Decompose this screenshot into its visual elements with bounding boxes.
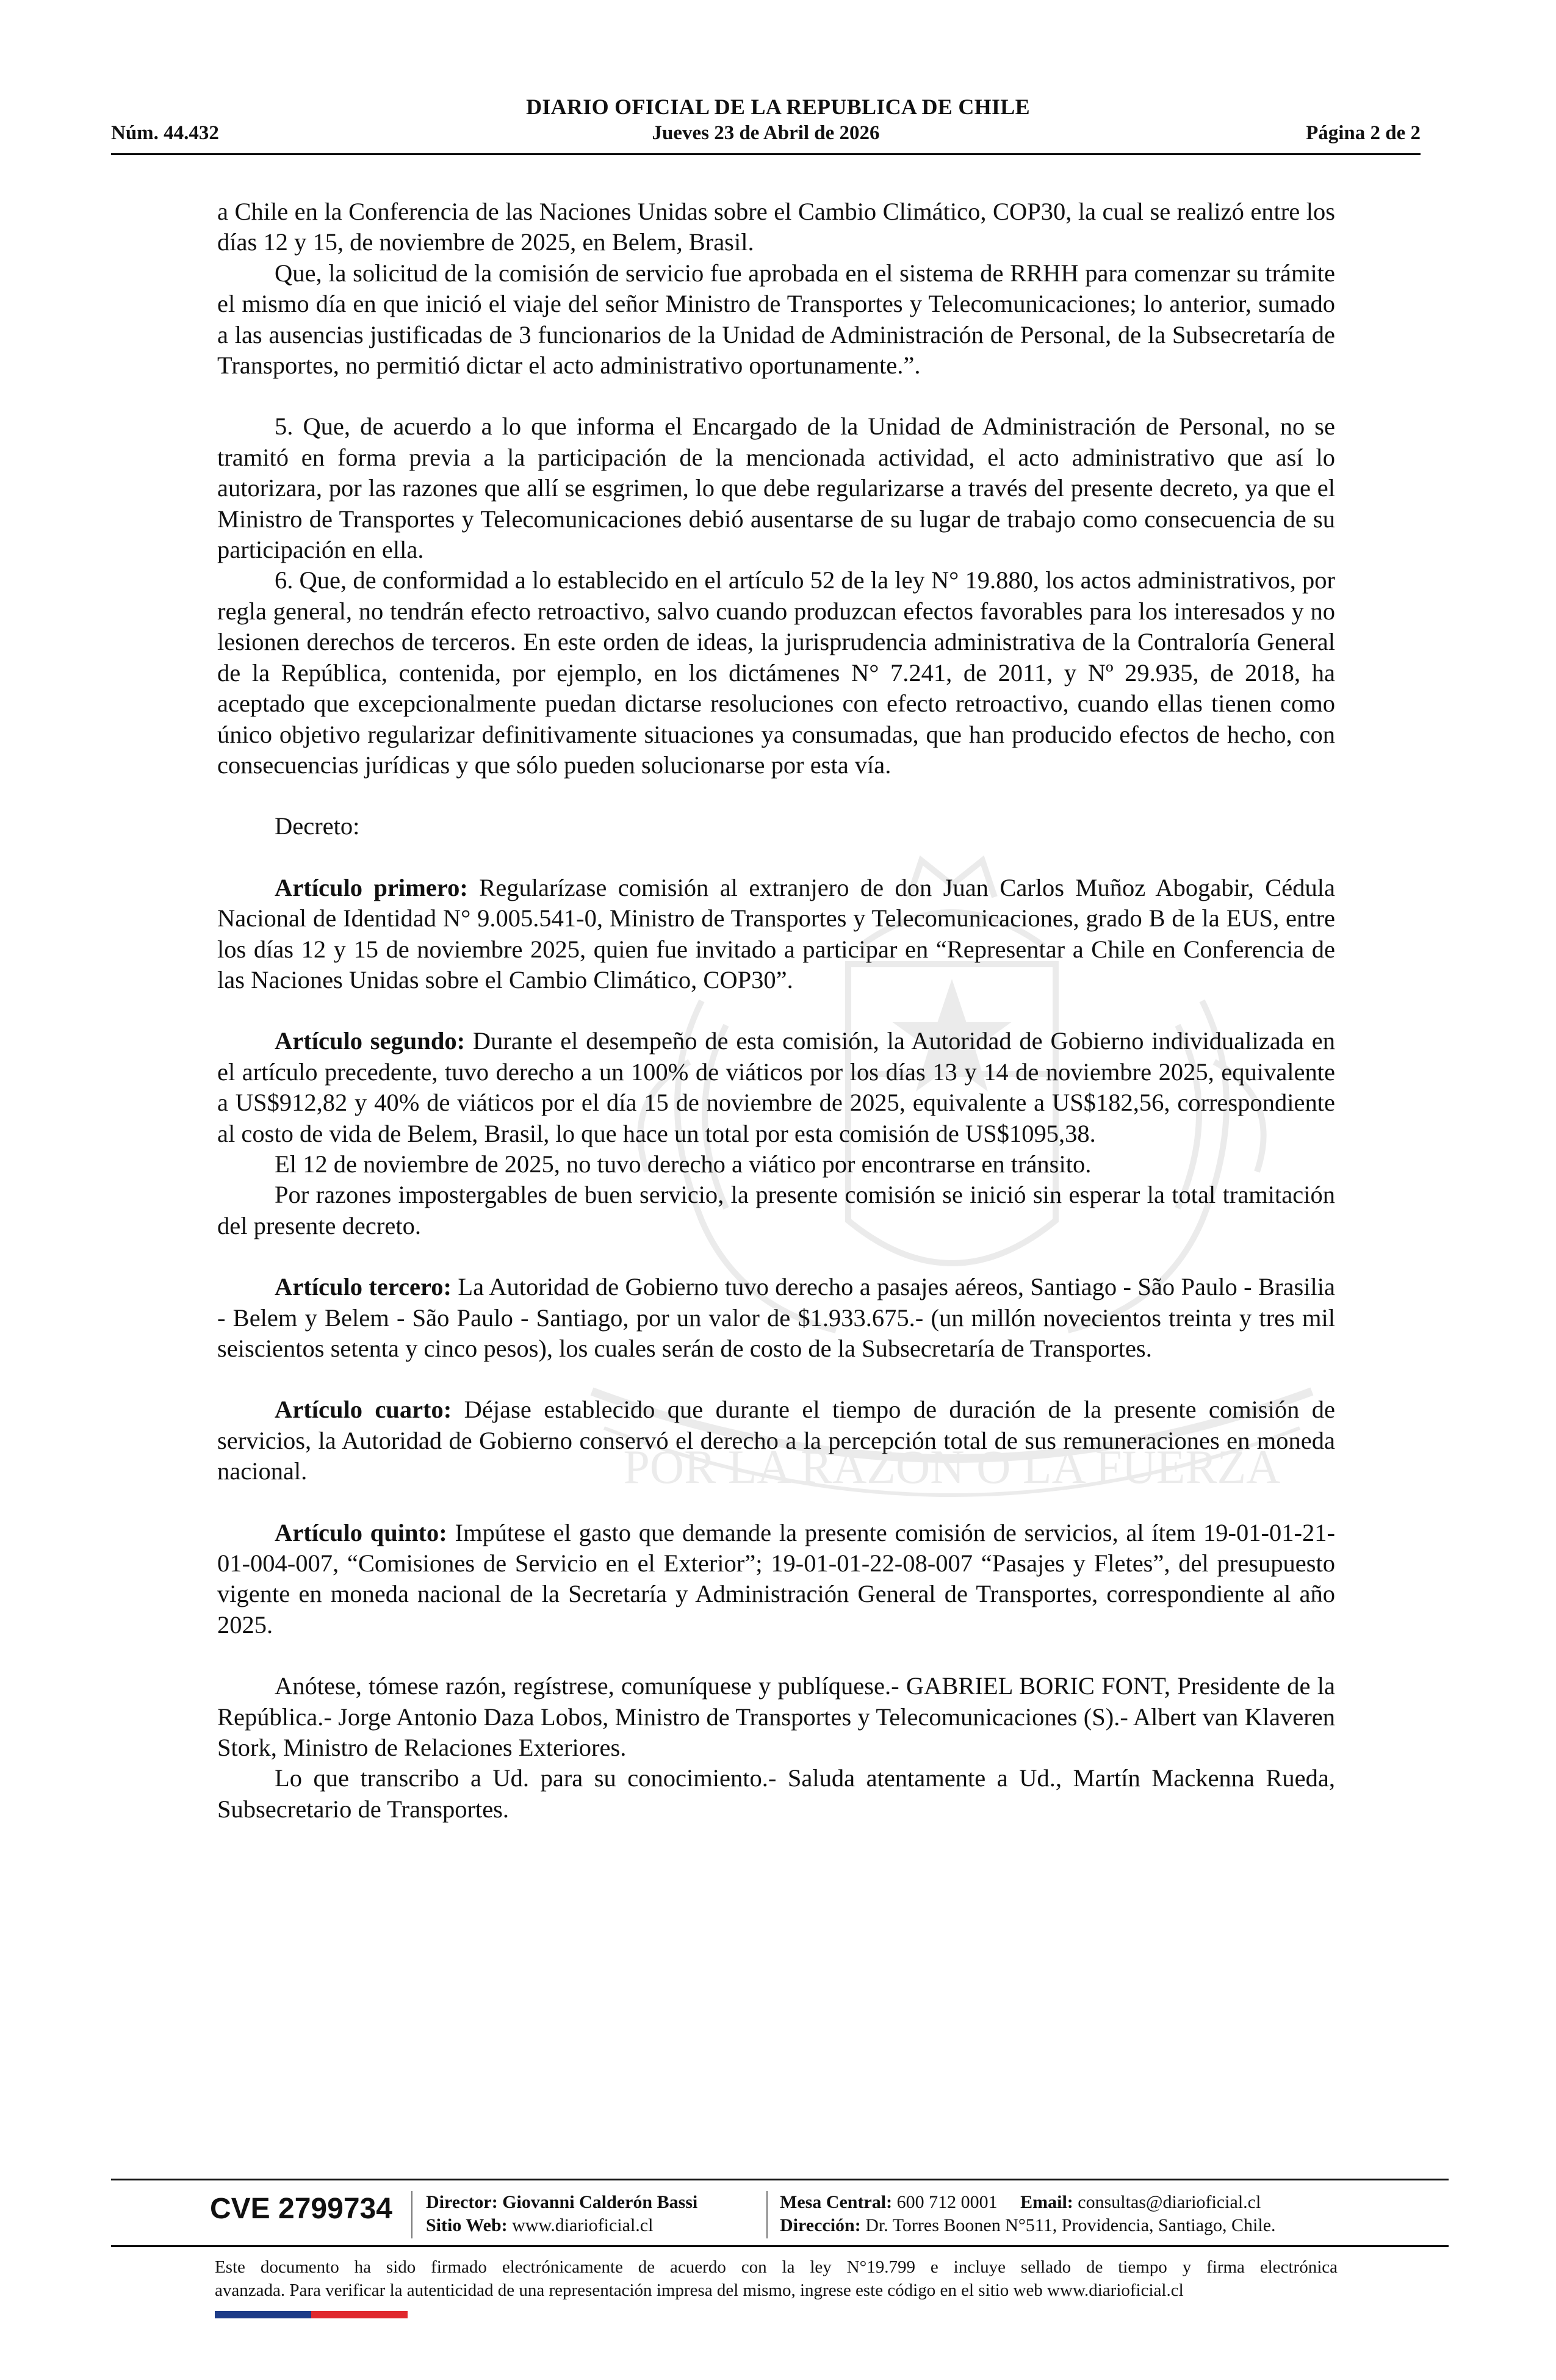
article-3	[217, 1272, 1335, 1364]
paragraph-continuation: a Chile en la Conferencia de las Naciones Unidas sobre el Cambio Climático, COP30, la cual se realizó entre los días 12 y 15, de noviembre de 2025, en Belem, Brasil.	[217, 198, 1335, 256]
flag-stripe-blue	[215, 2311, 311, 2318]
footer-director-block	[426, 2191, 697, 2237]
article-2-transit: El 12 de noviembre de 2025, no tuvo derecho a viático por encontrarse en tránsito.	[275, 1150, 1092, 1178]
article-2-text: Durante el desempeño de esta comisión, la Autoridad de Gobierno individualizada en el artículo precedente, tuvo derecho a un 100% de viáticos por los días 13 y 14 de noviembre 2025, equivalente a US$912,82 y 40% de viáticos por el día 15 de noviembre de 2025, equivalente a US$182,56, correspondiente al costo de vida de Belem, Brasil, lo que hace un total por esta comisión de US$1095,38.	[217, 1027, 1335, 1147]
article-2	[217, 1026, 1335, 1149]
email-link[interactable]: consultas@diarioficial.cl	[1073, 2192, 1261, 2212]
mesa-central-phone: 600 712 0001	[892, 2192, 998, 2212]
issue-number: Núm. 44.432	[111, 122, 219, 144]
article-3-text: La Autoridad de Gobierno tuvo derecho a pasajes aéreos, Santiago - São Paulo - Brasilia - Belem y Belem - São Paulo - Santiago, por un valor de $1.933.675.- (un millón novecientos treinta y tres mil seiscientos setenta y cinco pesos), los cuales serán de costo de la Subsecretaría de Transportes.	[217, 1273, 1336, 1362]
director-name: Giovanni Calderón Bassi	[497, 2192, 698, 2212]
page-number: Página 2 de 2	[1306, 122, 1421, 144]
flag-stripe-red	[311, 2311, 408, 2318]
article-1	[217, 873, 1335, 996]
email-label: Email:	[1020, 2192, 1073, 2212]
closing-signatures: Anótese, tómese razón, regístrese, comuníquese y publíquese.- GABRIEL BORIC FONT, Presidente de la República.- Jorge Antonio Daza Lobos, Ministro de Transportes y Telecomunicaciones (S).- Albert van Klaveren Stork, Ministro de Relaciones Exteriores.	[217, 1672, 1335, 1762]
issue-date: Jueves 23 de Abril de 2026	[652, 122, 880, 144]
article-4-text: Déjase establecido que durante el tiempo de duración de la presente comisión de servicios, la Autoridad de Gobierno conservó el derecho a la percepción total de sus remuneraciones en moneda nacional.	[217, 1396, 1335, 1485]
footer-separator	[766, 2191, 768, 2238]
cve-code: CVE 2799734	[210, 2193, 392, 2225]
footer-separator	[411, 2191, 412, 2238]
address-label: Dirección:	[780, 2215, 861, 2235]
website-label: Sitio Web:	[426, 2215, 508, 2235]
address-value: Dr. Torres Boonen N°511, Providencia, Santiago, Chile.	[860, 2215, 1276, 2235]
transcription-note: Lo que transcribo a Ud. para su conocimiento.- Saluda atentamente a Ud., Martín Mackenna Rueda, Subsecretario de Transportes.	[217, 1764, 1335, 1823]
article-4	[217, 1394, 1335, 1487]
article-1-label: Artículo primero:	[275, 873, 468, 901]
article-1-text: Regularízase comisión al extranjero de don Juan Carlos Muñoz Abogabir, Cédula Nacional de Identidad N° 9.005.541-0, Ministro de Transportes y Telecomunicaciones, grado B de la EUS, entre los días 12 y 15 de noviembre 2025, quien fue invitado a participar en “Representar a Chile en Conferencia de las Naciones Unidas sobre el Cambio Climático, COP30”.	[217, 873, 1335, 993]
legal-notice	[215, 2256, 1338, 2302]
article-5-text: Impútese el gasto que demande la presente comisión de servicios, al ítem 19-01-01-21-01-004-007, “Comisiones de Servicio en el Exterior”; 19-01-01-22-08-007 “Pasajes y Fletes”, del presupuesto vigente en moneda nacional de la Secretaría y Administración General de Transportes, correspondiente al año 2025.	[217, 1518, 1335, 1639]
paragraph-6: 6. Que, de conformidad a lo establecido en el artículo 52 de la ley N° 19.880, los actos administrativos, por regla general, no tendrán efecto retroactivo, salvo cuando produzcan efectos favorables para los interesados y no lesionen derechos de terceros. En este orden de ideas, la jurisprudencia administrativa de la Contraloría General de la República, contenida, por ejemplo, en los dictámenes N° 7.241, de 2011, y Nº 29.935, de 2018, ha aceptado que excepcionalmente puedan dictarse resoluciones con efecto retroactivo, cuando ellas tienen como único objetivo regularizar definitivamente situaciones ya consumadas, que han producido efectos de hecho, con consecuencias jurídicas y que sólo pueden solucionarse por esta vía.	[217, 566, 1335, 779]
footer-divider-top	[111, 2179, 1449, 2180]
decree-body	[217, 197, 1335, 1825]
paragraph-5: 5. Que, de acuerdo a lo que informa el Encargado de la Unidad de Administración de Personal, no se tramitó en forma previa a la participación de la mencionada actividad, el acto administrativo que así lo autorizara, por las razones que allí se esgrimen, lo que debe regularizarse a través del presente decreto, ya que el Ministro de Transportes y Telecomunicaciones debió ausentarse de su lugar de trabajo como consecuencia de su participación en ella.	[217, 413, 1335, 564]
footer-divider-bottom	[111, 2245, 1449, 2247]
website-link[interactable]: www.diarioficial.cl	[507, 2215, 654, 2235]
article-2-service: Por razones impostergables de buen servicio, la presente comisión se inició sin esperar la total tramitación del presente decreto.	[217, 1181, 1335, 1239]
article-5-label: Artículo quinto:	[275, 1518, 447, 1546]
director-label: Director:	[426, 2192, 498, 2212]
newspaper-title: DIARIO OFICIAL DE LA REPUBLICA DE CHILE	[526, 95, 1030, 119]
decreto-heading: Decreto:	[275, 812, 360, 840]
paragraph-solicitud: Que, la solicitud de la comisión de servicio fue aprobada en el sistema de RRHH para comenzar su trámite el mismo día en que inició el viaje del señor Ministro de Transportes y Telecomunicaciones; lo anterior, sumado a las ausencias justificadas de 3 funcionarios de la Unidad de Administración de Personal, de la Subsecretaría de Transportes, no permitió dictar el acto administrativo oportunamente.”.	[217, 259, 1335, 380]
article-4-label: Artículo cuarto:	[275, 1396, 452, 1424]
article-5	[217, 1518, 1335, 1641]
header-divider	[111, 153, 1421, 155]
mesa-central-label: Mesa Central:	[780, 2192, 893, 2212]
footer-contact-block	[780, 2191, 1276, 2237]
legal-notice-line-2: avanzada. Para verificar la autenticidad de una representación impresa del mismo, ingrese este código en el sitio web www.diarioficial.cl	[215, 2281, 1184, 2300]
legal-notice-line-1: Este documento ha sido firmado electrónicamente de acuerdo con la ley N°19.799 e incluye sellado de tiempo y firma electrónica	[215, 2257, 1338, 2277]
article-2-label: Artículo segundo:	[275, 1027, 466, 1055]
article-3-label: Artículo tercero:	[275, 1273, 452, 1301]
watermark-motto: POR LA RAZON O LA FUERZA	[623, 1440, 1281, 1493]
